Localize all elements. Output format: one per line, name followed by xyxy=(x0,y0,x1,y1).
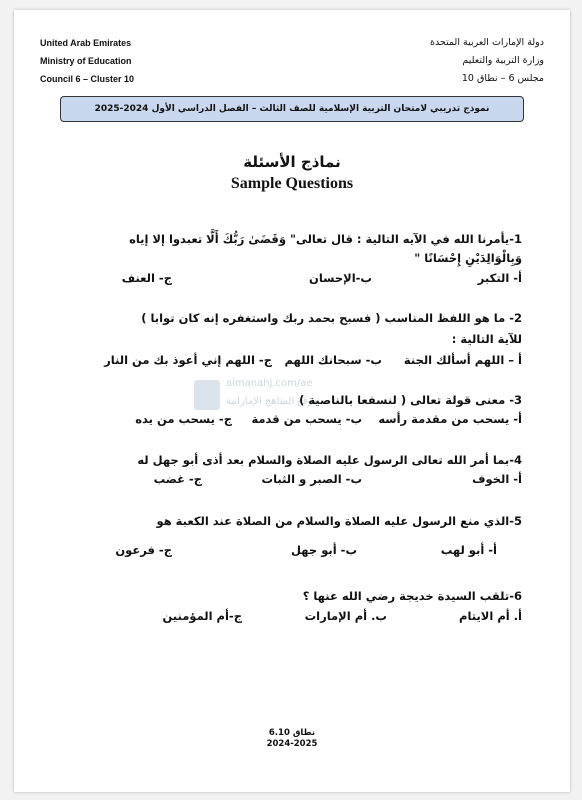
footer-year: 2024-2025 xyxy=(266,739,318,749)
option-b: ب- يسحب من قدمة xyxy=(251,412,362,426)
question-1-line-2: وَبِالْوَالِدَيْنِ إِحْسَانًا " xyxy=(414,251,522,265)
question-2-options xyxy=(52,350,522,370)
option-c: ج- يسحب من يده xyxy=(135,412,232,426)
question-2-line-1: 2- ما هو اللفظ المناسب ( فسبح بحمد ربك واستغفره إنه كان توابا ) xyxy=(141,311,522,325)
option-c: ج- فرعون xyxy=(115,543,172,557)
option-a: أ- يسحب من مقدمة رأسه xyxy=(378,412,522,426)
option-a: أ – اللهم أسألك الجنة xyxy=(403,353,522,367)
page-title-english: Sample Questions xyxy=(230,175,354,192)
question-3-line-1: 3- معنى قولة تعالى ( لنسفعا بالناصية ) xyxy=(299,393,522,407)
header-english xyxy=(40,34,134,88)
question-5-options xyxy=(52,540,522,560)
option-b: ب- الصبر و الثبات xyxy=(261,472,362,486)
question-2-line-2: للآية التالية : xyxy=(451,332,522,346)
header-ministry-ar: وزارة التربية والتعليم xyxy=(462,55,544,66)
exam-banner: نموذج تدريبي لامتحان التربية الإسلامية للصف الثالث – الفصل الدراسي الأول 2024-2025 xyxy=(60,96,524,122)
question-1-options xyxy=(52,268,522,288)
option-b: ب- سبحانك اللهم xyxy=(284,353,382,367)
watermark-label: موقع المناهج الإماراتية xyxy=(226,396,319,407)
question-1-line-1: 1-يأمرنا الله في الآيه التالية : قال تعالى" وَقَضَىٰ رَبُّكَ أَلَّا تعبدوا إلا إياه xyxy=(129,232,522,246)
header-council: Council 6 – Cluster 10 xyxy=(40,74,135,84)
header-council-ar: مجلس 6 – نطاق 10 xyxy=(461,73,544,84)
question-5-line-1: 5-الذي منع الرسول عليه الصلاة والسلام من الصلاة عند الكعبة هو xyxy=(156,514,522,528)
exam-page xyxy=(14,10,570,792)
footer-cluster: نطاق 6.10 xyxy=(268,728,316,738)
question-3-options xyxy=(52,409,522,429)
option-c: ج-أم المؤمنين xyxy=(162,609,242,623)
option-a: أ. أم الايتام xyxy=(459,609,522,623)
option-c: ج- اللهم إني أعوذ بك من النار xyxy=(104,353,272,367)
header-country: United Arab Emirates xyxy=(40,38,132,48)
question-6-options xyxy=(52,606,522,626)
option-b: ب- أبو جهل xyxy=(291,543,357,557)
option-c: ج- العنف xyxy=(121,271,172,285)
header-country-ar: دولة الإمارات العربية المتحدة xyxy=(429,37,544,48)
option-c: ج- غضب xyxy=(153,472,202,486)
question-6-line-1: 6-تلقب السيدة خديجة رضي الله عنها ؟ xyxy=(302,589,522,603)
option-b: ب-الإحسان xyxy=(309,271,372,285)
header-ministry: Ministry of Education xyxy=(40,56,132,66)
question-4-line-1: 4-بما أمر الله تعالى الرسول عليه الصلاة والسلام بعد أذى أبو جهل له xyxy=(137,453,522,467)
option-a: أ- التكبر xyxy=(477,271,522,285)
page-footer xyxy=(14,728,570,750)
question-4-options xyxy=(52,469,522,489)
option-a: أ- أبو لهب xyxy=(440,543,497,557)
header-arabic xyxy=(430,34,544,88)
watermark-site: almanahj.com/ae xyxy=(226,378,313,389)
page-title-arabic: نماذج الأسئلة xyxy=(243,153,341,171)
option-a: أ- الخوف xyxy=(472,472,522,486)
option-b: ب. أم الإمارات xyxy=(304,609,387,623)
